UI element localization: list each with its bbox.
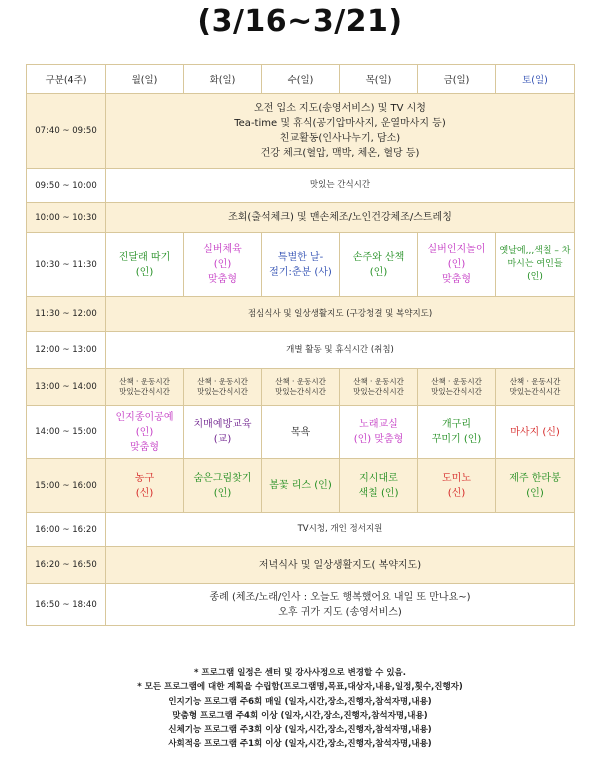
- activity-cell: [418, 459, 496, 513]
- activity-line: 맛있는간식시간: [119, 387, 170, 396]
- activity-line: (인): [447, 259, 466, 270]
- activity-line: (인): [527, 272, 543, 282]
- activity-line: 종례 (체조/노래/인사 : 오늘도 행복했어요 내일 또 만나요~): [209, 591, 471, 603]
- activity-line: 특별한 날-: [277, 251, 324, 263]
- activity-line: 옛날에,,,색칠 – 차: [499, 246, 571, 256]
- activity-cell: 맛있는 간식시간: [106, 169, 575, 203]
- schedule-row: [27, 406, 575, 459]
- activity-line: 오후 귀가 지도 (송영서비스): [278, 606, 402, 618]
- activity-cell: [262, 406, 340, 459]
- activity-cell: [340, 459, 418, 513]
- schedule-row: [27, 203, 575, 233]
- activity-cell: [262, 369, 340, 406]
- activity-line: 맞춤형: [208, 274, 237, 285]
- activity-cell: [106, 369, 184, 406]
- activity-cell: [106, 233, 184, 297]
- activity-cell: [262, 233, 340, 297]
- activity-line: 인지종이공예: [115, 411, 174, 423]
- activity-cell: [340, 406, 418, 459]
- activity-line: 산책 · 운동시간: [275, 377, 326, 386]
- activity-cell: [418, 406, 496, 459]
- activity-cell: [340, 369, 418, 406]
- activity-line: 맞춤형: [442, 274, 471, 285]
- schedule-row: [27, 369, 575, 406]
- header-day-wed: 수(일): [262, 65, 340, 94]
- activity-line: 산책 · 운동시간: [197, 377, 248, 386]
- activity-cell: 저녁식사 및 일상생활지도( 복약지도): [106, 547, 575, 584]
- activity-cell: [418, 369, 496, 406]
- activity-cell: 개별 활동 및 휴식시간 (취침): [106, 332, 575, 369]
- header-day-tue: 화(일): [184, 65, 262, 94]
- activity-line: 맞춤형: [130, 441, 159, 453]
- activity-line: (인): [213, 259, 232, 270]
- activity-cell: [184, 233, 262, 297]
- activity-cell: [106, 459, 184, 513]
- activity-cell: [106, 406, 184, 459]
- schedule-row: [27, 547, 575, 584]
- activity-line: 목욕: [290, 426, 311, 438]
- time-slot: 16:20 ~ 16:50: [27, 547, 106, 584]
- schedule-row: [27, 94, 575, 169]
- activity-line: 색칠 (인): [358, 487, 399, 499]
- activity-line: 맛있는간식시간: [509, 387, 561, 396]
- activity-cell: [340, 233, 418, 297]
- activity-cell: TV시청, 개인 정서지원: [106, 513, 575, 547]
- time-slot: 14:00 ~ 15:00: [27, 406, 106, 459]
- activity-line: 꾸미기 (인): [431, 434, 482, 445]
- time-slot: 07:40 ~ 09:50: [27, 94, 106, 169]
- time-slot: 13:00 ~ 14:00: [27, 369, 106, 406]
- activity-line: (인): [213, 487, 232, 499]
- schedule-row: [27, 233, 575, 297]
- activity-cell: [496, 459, 575, 513]
- page-title: (3/16~3/21): [197, 4, 403, 39]
- activity-line: (신): [135, 487, 154, 499]
- activity-cell: [106, 584, 575, 626]
- activity-cell: [418, 233, 496, 297]
- activity-cell: [496, 369, 575, 406]
- activity-line: 마시는 여인들: [507, 259, 563, 269]
- activity-line: 농구: [134, 472, 155, 484]
- note-line: * 모든 프로그램에 대한 계획을 수립함(프로그램명,목표,대상자,내용,일정,횟수,진행자): [137, 682, 463, 693]
- activity-line: 친교활동(인사나누기, 담소): [279, 133, 401, 144]
- activity-cell: [262, 459, 340, 513]
- activity-line: 제주 한라봉: [509, 472, 561, 484]
- time-slot: 10:30 ~ 11:30: [27, 233, 106, 297]
- activity-cell: [184, 369, 262, 406]
- note-line: * 프로그램 일정은 센터 및 강사사정으로 변경할 수 있음.: [194, 668, 406, 678]
- header-day-fri: 금(일): [418, 65, 496, 94]
- activity-line: 마사지 (신): [510, 426, 560, 438]
- activity-line: Tea-time 및 휴식(공기압마사지, 운열마사지 등): [234, 118, 446, 129]
- activity-line: 개구리: [442, 419, 471, 430]
- time-slot: 11:30 ~ 12:00: [27, 297, 106, 332]
- header-row: [27, 65, 575, 94]
- activity-cell: [106, 94, 575, 169]
- activity-cell: 점심식사 및 일상생활지도 (구강청결 및 복약지도): [106, 297, 575, 332]
- header-day-thu: 목(일): [340, 65, 418, 94]
- activity-line: 산책 · 운동시간: [353, 377, 404, 386]
- activity-line: 맛있는간식시간: [431, 387, 482, 396]
- activity-line: 절기:춘분 (사): [269, 266, 332, 278]
- header-category: 구분(4주): [27, 65, 106, 94]
- program-notes: [0, 666, 600, 752]
- activity-line: (신): [447, 487, 466, 499]
- activity-cell: 조회(출석체크) 및 맨손체조/노인건강체조/스트레칭: [106, 203, 575, 233]
- note-line: 인지기능 프로그램 주6회 매일 (일자,시간,장소,진행자,참석자명,내용): [168, 696, 432, 707]
- time-slot: 12:00 ~ 13:00: [27, 332, 106, 369]
- activity-line: 봄꽃 리스 (인): [269, 480, 332, 491]
- activity-line: 산책 · 운동시간: [431, 377, 482, 386]
- schedule-row: [27, 513, 575, 547]
- time-slot: 16:00 ~ 16:20: [27, 513, 106, 547]
- activity-cell: [184, 406, 262, 459]
- schedule-row: [27, 459, 575, 513]
- schedule-row: [27, 584, 575, 626]
- activity-line: (인) 맞춤형: [353, 434, 404, 445]
- time-slot: 15:00 ~ 16:00: [27, 459, 106, 513]
- schedule-row: [27, 332, 575, 369]
- activity-line: 건강 체크(혈압, 맥박, 체온, 혈당 등): [260, 148, 420, 159]
- activity-cell: [496, 233, 575, 297]
- weekly-schedule-table: [26, 64, 575, 626]
- activity-cell: [184, 459, 262, 513]
- activity-line: 실버인지놀이: [427, 244, 486, 255]
- note-line: 사회적응 프로그램 주1회 이상 (일자,시간,장소,진행자,참석자명,내용): [168, 739, 432, 750]
- activity-line: 지시대로: [359, 472, 398, 484]
- activity-line: 맛있는간식시간: [275, 387, 326, 396]
- schedule-row: [27, 297, 575, 332]
- activity-line: 숨은그림찾기: [193, 472, 252, 484]
- activity-line: 진달래 따기: [118, 251, 171, 263]
- activity-line: (교): [213, 434, 232, 445]
- time-slot: 09:50 ~ 10:00: [27, 169, 106, 203]
- time-slot: 16:50 ~ 18:40: [27, 584, 106, 626]
- activity-line: 맛있는간식시간: [353, 387, 404, 396]
- activity-line: 산책 · 운동시간: [509, 377, 561, 386]
- header-day-mon: 월(일): [106, 65, 184, 94]
- activity-line: (인): [135, 426, 154, 438]
- time-slot: 10:00 ~ 10:30: [27, 203, 106, 233]
- note-line: 맞춤형 프로그램 주4회 이상 (일자,시간,장소,진행자,참석자명,내용): [172, 710, 428, 721]
- activity-line: 오전 입소 지도(송영서비스) 및 TV 시청: [254, 103, 426, 114]
- note-line: 신체기능 프로그램 주3회 이상 (일자,시간,장소,진행자,참석자명,내용): [168, 725, 432, 736]
- activity-line: 산책 · 운동시간: [119, 377, 170, 386]
- activity-line: 치매예방교육: [193, 419, 252, 430]
- activity-line: 노래교실: [359, 419, 398, 430]
- activity-line: 도미노: [442, 472, 471, 484]
- activity-line: (인): [369, 266, 388, 278]
- activity-line: 실버체육: [203, 244, 242, 255]
- header-day-sat: 토(일): [496, 65, 575, 94]
- activity-line: (인): [135, 266, 154, 278]
- activity-line: 맛있는간식시간: [197, 387, 248, 396]
- schedule-row: [27, 169, 575, 203]
- activity-line: 손주와 산책: [352, 251, 405, 263]
- activity-line: (인): [526, 487, 544, 499]
- activity-cell: [496, 406, 575, 459]
